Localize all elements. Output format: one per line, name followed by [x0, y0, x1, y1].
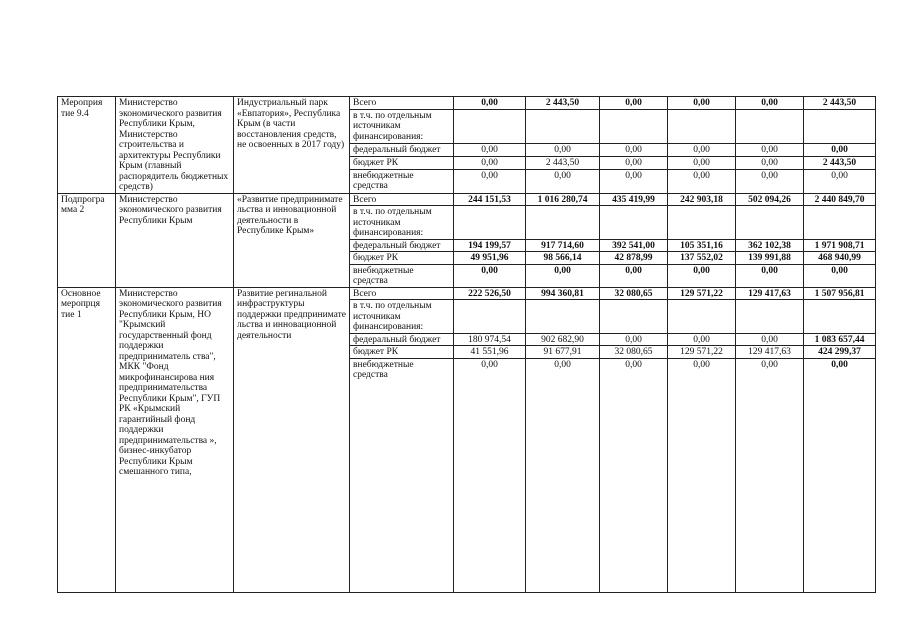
value-cell: 139 991,88: [736, 252, 804, 265]
value-cell: 0,00: [668, 169, 736, 193]
value-cell: [600, 109, 668, 143]
value-cell: 2 440 849,70: [804, 193, 876, 206]
value-cell: 0,00: [668, 144, 736, 157]
value-cell: 0,00: [526, 264, 600, 287]
value-cell: 2 443,50: [804, 97, 876, 110]
value-cell: [668, 206, 736, 240]
value-cell: 902 682,90: [526, 333, 600, 346]
source-label-cell: Всего: [350, 287, 454, 300]
value-cell: [526, 206, 600, 240]
source-label-cell: в т.ч. по отдельным источникам финансирования:: [350, 109, 454, 143]
value-cell: 49 951,96: [454, 252, 526, 265]
source-label-cell: федеральный бюджет: [350, 239, 454, 252]
value-cell: [526, 109, 600, 143]
table-row: [58, 97, 876, 110]
value-cell: 0,00: [526, 144, 600, 157]
value-cell: 1 083 657,44: [804, 333, 876, 346]
value-cell: 0,00: [454, 264, 526, 287]
source-label-cell: внебюджетные средства: [350, 169, 454, 193]
value-cell: [804, 206, 876, 240]
value-cell: 0,00: [454, 97, 526, 110]
value-cell: 2 443,50: [526, 97, 600, 110]
table-body: [58, 97, 876, 593]
value-cell: 105 351,16: [668, 239, 736, 252]
value-cell: 0,00: [804, 169, 876, 193]
value-cell: 222 526,50: [454, 287, 526, 300]
value-cell: 194 199,57: [454, 239, 526, 252]
value-cell: 424 299,37: [804, 346, 876, 359]
program-name-cell: Мероприя тие 9.4: [58, 97, 116, 194]
value-cell: 32 080,65: [600, 346, 668, 359]
value-cell: 2 443,50: [526, 157, 600, 170]
source-label-cell: внебюджетные средства: [350, 358, 454, 592]
value-cell: 1 507 956,81: [804, 287, 876, 300]
executor-cell: Министерство экономического развития Республики Крым, НО "Крымский государственный фонд поддержки предприниматель ства", МКК "Фонд микрофинансирова ния предпринимательства Республики Крым", ГУП РК «Крымский гарантийный фонд поддержки предпринимательства », бизнес-инкубатор Республики Крым смешанного типа,: [116, 287, 234, 592]
value-cell: 0,00: [668, 157, 736, 170]
value-cell: 0,00: [668, 97, 736, 110]
value-cell: [804, 300, 876, 334]
value-cell: 32 080,65: [600, 287, 668, 300]
value-cell: [454, 300, 526, 334]
table-row: [58, 287, 876, 300]
value-cell: 0,00: [668, 264, 736, 287]
source-label-cell: Всего: [350, 97, 454, 110]
value-cell: 362 102,38: [736, 239, 804, 252]
value-cell: 129 571,22: [668, 346, 736, 359]
value-cell: 41 551,96: [454, 346, 526, 359]
value-cell: 137 552,02: [668, 252, 736, 265]
value-cell: 0,00: [454, 169, 526, 193]
value-cell: 0,00: [600, 264, 668, 287]
value-cell: 0,00: [736, 264, 804, 287]
value-cell: 392 541,00: [600, 239, 668, 252]
value-cell: 42 878,99: [600, 252, 668, 265]
value-cell: 0,00: [454, 157, 526, 170]
source-label-cell: бюджет РК: [350, 252, 454, 265]
value-cell: 0,00: [804, 144, 876, 157]
value-cell: 244 151,53: [454, 193, 526, 206]
program-name-cell: Подпрогра мма 2: [58, 193, 116, 287]
value-cell: 435 419,99: [600, 193, 668, 206]
value-cell: [804, 109, 876, 143]
value-cell: [454, 206, 526, 240]
executor-cell: Министерство экономического развития Республики Крым, Министерство строительства и архитектуры Республики Крым (главный распорядитель бюджетных средств): [116, 97, 234, 194]
value-cell: 0,00: [526, 358, 600, 592]
value-cell: 0,00: [736, 169, 804, 193]
value-cell: 0,00: [454, 144, 526, 157]
value-cell: 0,00: [600, 144, 668, 157]
value-cell: 917 714,60: [526, 239, 600, 252]
program-name-cell: Основное меропрця тие 1: [58, 287, 116, 592]
value-cell: [600, 300, 668, 334]
value-cell: 1 016 280,74: [526, 193, 600, 206]
source-label-cell: Всего: [350, 193, 454, 206]
value-cell: 0,00: [600, 169, 668, 193]
value-cell: 0,00: [600, 97, 668, 110]
value-cell: 0,00: [454, 358, 526, 592]
value-cell: 994 360,81: [526, 287, 600, 300]
value-cell: [736, 206, 804, 240]
value-cell: 0,00: [600, 157, 668, 170]
value-cell: 0,00: [600, 358, 668, 592]
source-label-cell: в т.ч. по отдельным источникам финансирования:: [350, 300, 454, 334]
source-label-cell: в т.ч. по отдельным источникам финансирования:: [350, 206, 454, 240]
source-label-cell: внебюджетные средства: [350, 264, 454, 287]
source-label-cell: бюджет РК: [350, 157, 454, 170]
goal-cell: Развитие регинальной инфраструктуры поддержки предпринимате льства и инновационной деятельности: [234, 287, 350, 592]
value-cell: 98 566,14: [526, 252, 600, 265]
executor-cell: Министерство экономического развития Республики Крым: [116, 193, 234, 287]
value-cell: [454, 109, 526, 143]
value-cell: 468 940,99: [804, 252, 876, 265]
value-cell: 0,00: [736, 157, 804, 170]
value-cell: 0,00: [526, 169, 600, 193]
source-label-cell: федеральный бюджет: [350, 144, 454, 157]
value-cell: 0,00: [804, 264, 876, 287]
value-cell: 129 417,63: [736, 287, 804, 300]
value-cell: 242 903,18: [668, 193, 736, 206]
value-cell: 0,00: [668, 333, 736, 346]
value-cell: [668, 300, 736, 334]
value-cell: 0,00: [736, 97, 804, 110]
value-cell: 0,00: [736, 333, 804, 346]
value-cell: 0,00: [804, 358, 876, 592]
value-cell: 0,00: [668, 358, 736, 592]
value-cell: [600, 206, 668, 240]
value-cell: 0,00: [736, 144, 804, 157]
value-cell: 1 971 908,71: [804, 239, 876, 252]
goal-cell: Индустриальный парк «Евпатория», Республика Крым (в части восстановления средств, не освоенных в 2017 году): [234, 97, 350, 194]
financing-table: [57, 96, 876, 593]
value-cell: [668, 109, 736, 143]
goal-cell: «Развитие предпринимате льства и инновационной деятельности в Республике Крым»: [234, 193, 350, 287]
value-cell: 0,00: [600, 333, 668, 346]
value-cell: [526, 300, 600, 334]
value-cell: 91 677,91: [526, 346, 600, 359]
source-label-cell: федеральный бюджет: [350, 333, 454, 346]
value-cell: [736, 300, 804, 334]
value-cell: 180 974,54: [454, 333, 526, 346]
source-label-cell: бюджет РК: [350, 346, 454, 359]
value-cell: 502 094,26: [736, 193, 804, 206]
value-cell: 2 443,50: [804, 157, 876, 170]
value-cell: 129 417,63: [736, 346, 804, 359]
value-cell: 129 571,22: [668, 287, 736, 300]
table-row: [58, 193, 876, 206]
value-cell: 0,00: [736, 358, 804, 592]
value-cell: [736, 109, 804, 143]
